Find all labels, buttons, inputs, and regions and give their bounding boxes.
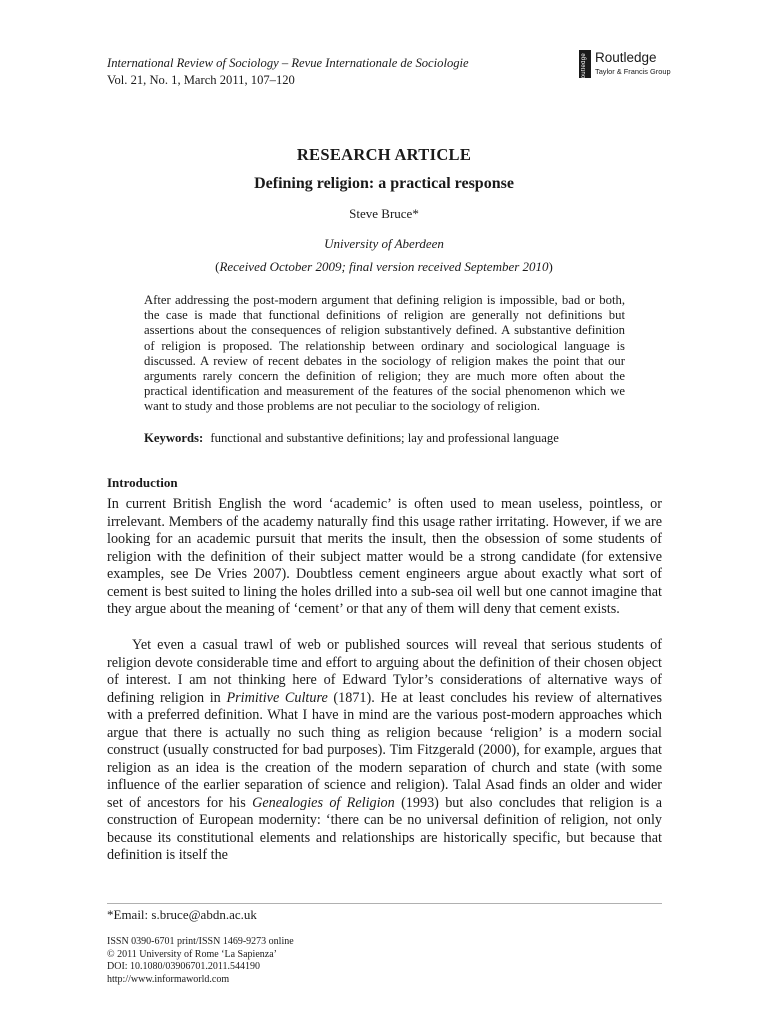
keywords-label: Keywords:: [144, 431, 204, 445]
legal-info: [107, 936, 294, 986]
section-heading: Introduction: [107, 475, 178, 490]
received-dates: (Received October 2009; final version received September 2010): [215, 259, 553, 274]
author-affiliation: University of Aberdeen: [324, 236, 444, 251]
footnote-divider: [107, 903, 662, 904]
abstract: After addressing the post-modern argument that defining religion is impossible, bad or both, the case is made that functional definitions of religion are generally not definitions but assertions about the consequences of religion substantively defined. A substantive definition of religion is proposed. The relationship between ordinary and sociological language is discussed. A review of recent debates in the sociology of religion makes the point that our arguments rarely concern the definition of religion; they are much more often about the practical identification and measurement of the features of the social phenomenon which we want to study and those problems are not peculiar to the sociology of religion.: [144, 293, 625, 414]
body-paragraph: Yet even a casual trawl of web or published sources will reveal that serious students of religion devote considerable time and effort to arguing about the definition of their chosen object of interest. I am not thinking here of Edward Tylor’s considerations of alternative ways of defining religion in Primitive Culture (1871). He at least concludes his review of alternatives with a preferred definition. What I have in mind are the various post-modern approaches which argue that there is actually no such thing as religion because ‘religion’ is a modern social construct (usually constructed for bad purposes). Tim Fitzgerald (2000), for example, argues that religion as an idea is the creation of the modern separation of church and state (with some influence of the earlier separation of science and religion). Talal Asad finds an older and wider set of ancestors for his Genealogies of Religion (1993) but also concludes that religion is a construction of European modernity: ‘there can be no universal definition of religion, not only because its constitutional elements and relationships are historically specific, but because that definition is itself the: [107, 637, 663, 863]
publisher-name: Routledge: [595, 50, 657, 65]
keywords: [144, 431, 644, 446]
publisher-logo: [579, 50, 689, 84]
issn: ISSN 0390-6701 print/ISSN 1469-9273 online: [107, 936, 294, 947]
keywords-text: functional and substantive definitions; lay and professional language: [210, 431, 559, 445]
body-paragraph: In current British English the word ‘academic’ is often used to mean useless, pointless, or irrelevant. Members of the academy naturally find this usage rather irritating. However, if we are looking for an academic pursuit that merits the insult, then the obsession of some students of religion with the definition of their subject matter would be a strong candidate (for extensive examples, see De Vries 2007). Doubtless cement engineers argue about exactly what sort of cement is best suited to lining the holes drilled into a sub-sea oil well but one cannot imagine that they argue about the meaning of ‘cement’ or that any of them will deny that cement exists.: [107, 496, 662, 617]
publisher-group: Taylor & Francis Group: [595, 67, 671, 76]
routledge-mark-icon: Routledge: [579, 50, 591, 78]
article-title: Defining religion: a practical response: [254, 175, 514, 192]
article-type: RESEARCH ARTICLE: [296, 145, 472, 164]
footnote-email: *Email: s.bruce@abdn.ac.uk: [107, 907, 257, 922]
doi: DOI: 10.1080/03906701.2011.544190: [107, 961, 260, 972]
journal-citation: Vol. 21, No. 1, March 2011, 107–120: [107, 73, 295, 87]
journal-title: International Review of Sociology – Revue Internationale de Sociologie: [107, 56, 469, 70]
journal-header: [107, 55, 469, 89]
publisher-url: http://www.informaworld.com: [107, 973, 230, 985]
article-author: Steve Bruce*: [349, 206, 419, 221]
copyright: © 2011 University of Rome ‘La Sapienza’: [107, 948, 277, 960]
